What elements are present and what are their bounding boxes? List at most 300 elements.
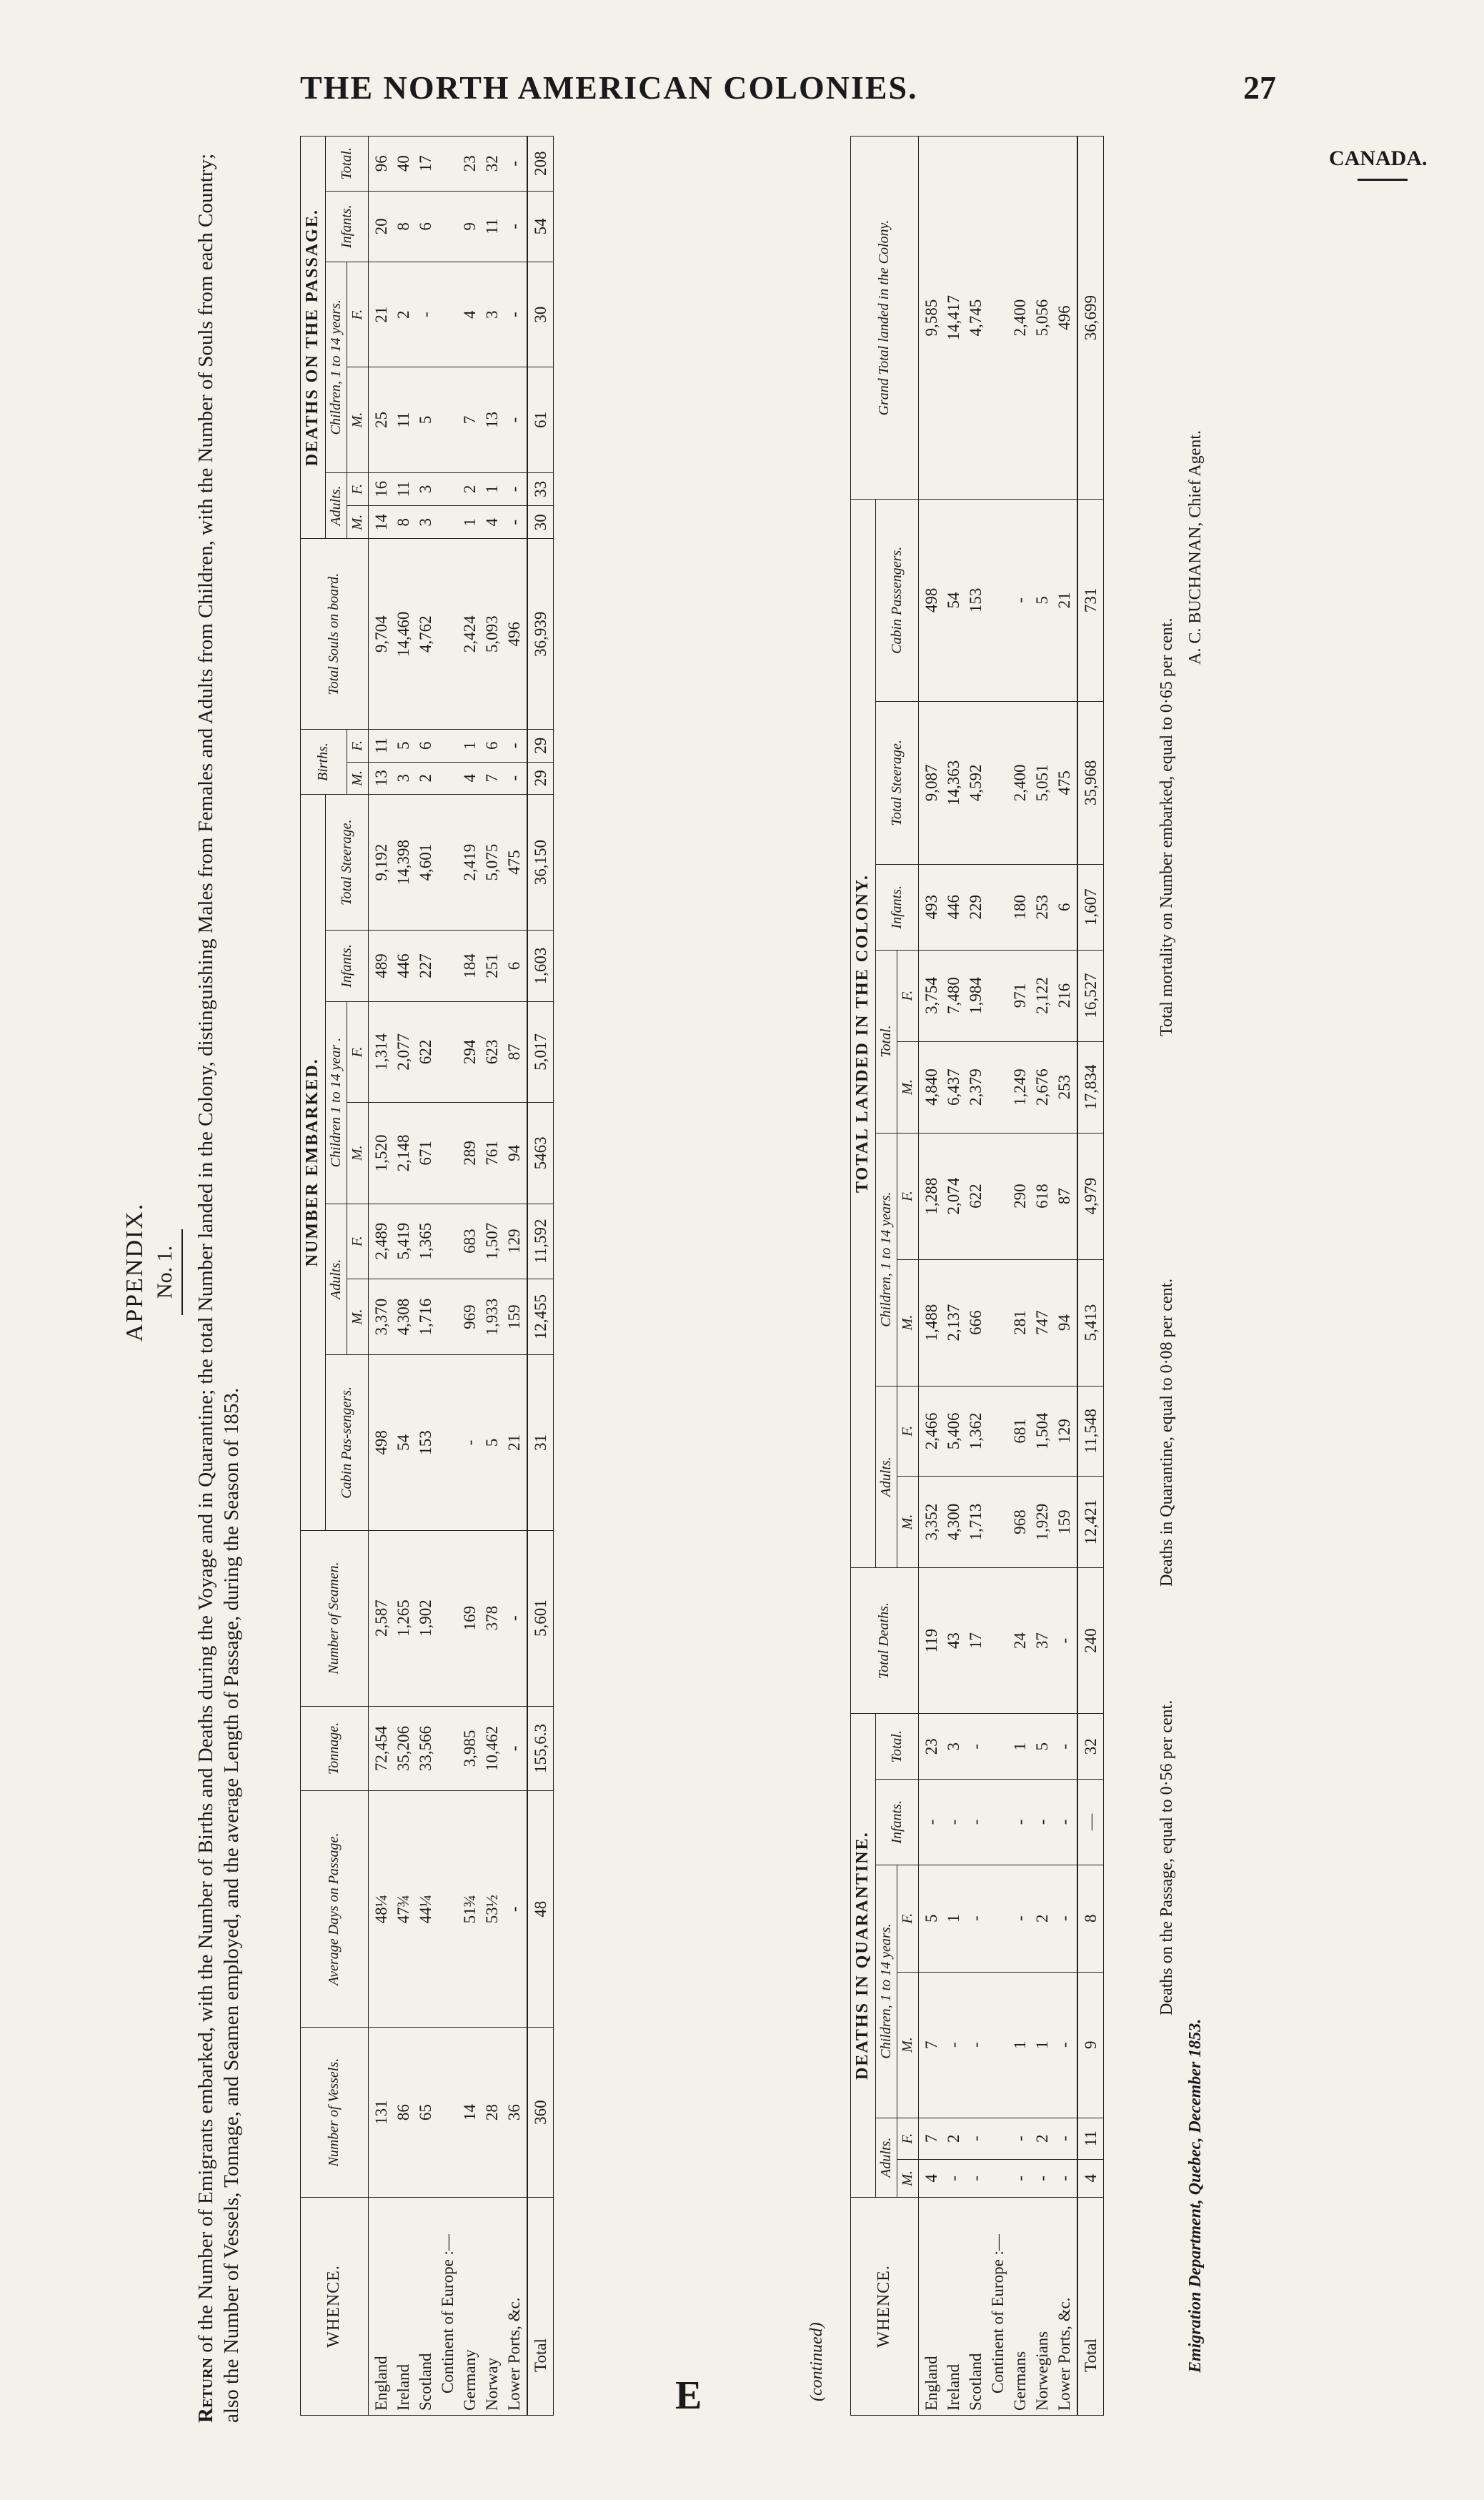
col-l-steerage: Total Steerage. [875,701,918,864]
value [437,508,459,536]
value: 761 [482,1141,501,1166]
q-children-f-cell [918,1865,1077,1972]
value: 11 [372,738,390,754]
col-deaths-children-m: M. [347,367,368,472]
value [987,2162,1009,2195]
value: 1,362 [966,1412,985,1450]
col-l-total-m: M. [897,1041,918,1133]
value: 11 [482,218,501,234]
value: 227 [416,953,434,978]
value: - [504,1906,523,1913]
deaths-total-cell [368,137,527,192]
whence-cell [918,2198,1077,2416]
total-tonnage: 155,6.3 [527,1706,554,1791]
whence-england: England [922,2356,940,2411]
value: - [944,2176,962,2181]
col-total-deaths: Total Deaths. [851,1568,919,1714]
col-l-adults-f: F. [897,1386,918,1476]
value: 289 [460,1141,479,1166]
col-deaths-children: Children, 1 to 14 years. [325,262,347,473]
value: 5 [922,1914,940,1923]
value: 131 [372,2100,390,2125]
days-cell [368,1791,527,2028]
value [987,1570,1009,1711]
col-vessels: Number of Vessels. [301,2028,369,2198]
col-q-children: Children, 1 to 14 years. [875,1865,897,2118]
value [987,1867,1009,1970]
value: 3 [416,517,434,527]
value: 622 [966,1184,985,1209]
col-births: Births. [301,730,347,795]
value: 5 [1032,1742,1051,1751]
value: 13 [372,770,390,787]
value: 21 [1055,592,1073,609]
col-adults: Adults. [325,1204,347,1355]
value: 2 [416,774,434,783]
value: 2 [1032,2134,1051,2143]
total-l-total-f: 16,527 [1077,950,1104,1041]
side-heading: CANADA. [1329,147,1428,170]
value: 153 [416,1430,434,1455]
value: - [1010,1819,1029,1825]
whence-continent: Continent of Europe :— [988,2234,1007,2394]
value: 9 [460,222,479,231]
value: 153 [966,587,985,613]
value: 6 [1055,903,1073,912]
value: 119 [922,1628,940,1653]
col-infants: Infants. [325,931,368,1001]
value [987,704,1009,862]
value [437,732,459,760]
continued-label: (continued) [807,2322,826,2401]
total-deaths-children-m: 61 [527,367,554,472]
value: 36 [504,2104,523,2121]
q-adults-m-cell [918,2159,1077,2197]
value: 4 [460,310,479,319]
col-deaths-total: Total. [325,137,368,192]
col-births-f: F. [347,730,368,763]
value: 622 [416,1039,434,1065]
value: 968 [1010,1509,1029,1534]
value: 159 [1055,1509,1073,1534]
value: 9,192 [372,843,390,881]
value: 180 [1010,895,1029,920]
total-steerage-cell [368,795,527,931]
value: - [966,1743,985,1750]
whence-germans: Germans [1010,2351,1029,2411]
value: - [1010,597,1029,603]
value: 1,929 [1032,1503,1051,1541]
value: 1,520 [372,1134,390,1172]
value: 4,745 [966,299,985,337]
l-adults-f-cell [918,1386,1077,1476]
value: - [416,312,434,318]
total-l-total-m: 17,834 [1077,1041,1104,1133]
value: 2,466 [922,1412,940,1450]
value: 2 [394,310,412,319]
value: 23 [922,1738,940,1755]
total-q-infants: — [1077,1780,1104,1865]
value: - [944,2042,962,2048]
l-total-m-cell [918,1041,1077,1133]
whence-germany: Germany [460,2349,479,2411]
total-deaths-adults-f: 33 [527,472,554,505]
col-deaths-adults-m: M. [347,506,368,539]
value: 3,370 [372,1298,390,1336]
value: 1,716 [416,1298,434,1336]
value [987,1136,1009,1257]
col-whence: WHENCE. [851,2198,919,2416]
value: - [504,1615,523,1621]
col-q-infants: Infants. [875,1780,918,1865]
col-q-adults-f: F. [897,2118,918,2159]
value [437,1281,459,1353]
l-children-m-cell [918,1259,1077,1386]
value: 493 [922,895,940,920]
value: - [504,160,523,167]
value: 253 [1032,895,1051,920]
value: 14,460 [394,611,412,657]
value: 7 [922,2134,940,2143]
deaths-children-m-cell [368,367,527,472]
total-q-children-m: 9 [1077,1972,1104,2118]
emigrants-embarked-table [300,136,554,2416]
value: 11 [394,481,412,497]
value: 24 [1010,1632,1029,1650]
value: 498 [922,587,940,613]
value: 54 [944,592,962,609]
value [987,1389,1009,1474]
value: 20 [372,218,390,235]
value: 229 [966,895,985,920]
value [437,369,459,470]
value [437,797,459,928]
value: 1,288 [922,1177,940,1215]
l-children-f-cell [918,1133,1077,1259]
value: 1,504 [1032,1412,1051,1450]
col-q-total: Total. [875,1714,918,1780]
value: 169 [460,1605,479,1631]
whence-lower-ports: Lower Ports, &c. [1055,2297,1073,2411]
total-deaths-cell [918,1568,1077,1714]
value: - [504,312,523,318]
value: 94 [1055,1314,1073,1331]
value [987,1716,1009,1777]
value: - [966,2042,985,2048]
return-text: of the Number of Emigrants embarked, with the Number of Births and Deaths during the Voyage and in Quarantine; the total Number landed in the Colony, distinguishing Males from Females and Adults from Children, with the Number of Souls from each Country; also the Number of Vessels, Tonnage, and Seamen employed, and the average Length of Passage, during the Season of 1853. [194,153,244,2423]
col-deaths-adults-f: F. [347,472,368,505]
deaths-adults-f-cell [368,472,527,505]
value [437,541,459,727]
value: 2,419 [460,843,479,881]
value: 7 [482,774,501,783]
value: 6 [504,961,523,971]
total-births-f: 29 [527,730,554,763]
total-cabin: 31 [527,1355,554,1530]
value: 14,363 [944,760,962,805]
group-deaths-passage: DEATHS ON THE PASSAGE. [301,137,326,539]
value: 4 [482,517,501,527]
col-grand-total: Grand Total landed in the Colony. [851,137,919,500]
value: 53½ [482,1895,501,1924]
deaths-adults-m-cell [368,506,527,539]
value: 681 [1010,1419,1029,1444]
caption-rule [181,1229,183,1315]
value: 2,676 [1032,1068,1051,1106]
value: 72,454 [372,1725,390,1772]
value: 159 [504,1304,523,1329]
whence-lower-ports: Lower Ports, &c. [504,2297,523,2411]
cabin-cell [368,1355,527,1530]
value: 43 [944,1632,962,1650]
col-children-m: M. [347,1103,368,1204]
col-children-f: F. [347,1001,368,1102]
group-total-landed: TOTAL LANDED IN THE COLONY. [851,500,876,1568]
value: 3 [944,1742,962,1751]
value: 290 [1010,1184,1029,1209]
value: 25 [372,412,390,429]
value: 251 [482,953,501,978]
q-adults-f-cell [918,2118,1077,2159]
value: 54 [394,1434,412,1451]
value: 7 [460,415,479,425]
value: 5,056 [1032,299,1051,337]
value: 4,840 [922,1068,940,1106]
value: 5,075 [482,843,501,881]
value: - [1055,2176,1073,2181]
value [437,1533,459,1704]
value: 86 [394,2104,412,2121]
value: 2,379 [966,1068,985,1106]
footer-signature-letter: E [675,2373,702,2418]
value: 129 [1055,1419,1073,1444]
value: 3,352 [922,1503,940,1541]
value: 378 [482,1605,501,1631]
value: 2,122 [1032,977,1051,1014]
l-infants-cell [918,865,1077,950]
whence-cell [368,2198,527,2416]
value: 4,300 [944,1503,962,1541]
adults-f-cell [368,1204,527,1279]
q-total-cell [918,1714,1077,1780]
col-l-adults-m: M. [897,1477,918,1568]
value: 129 [504,1229,523,1254]
value: 3 [394,774,412,783]
value: 1 [1032,2040,1051,2049]
col-whence: WHENCE. [301,2198,369,2416]
value: 475 [504,850,523,875]
appendix-label: APPENDIX. [121,1202,148,1342]
value [437,765,459,793]
value [437,264,459,364]
adults-m-cell [368,1279,527,1355]
value: 2,077 [394,1033,412,1071]
value: 4 [922,2174,940,2183]
note-passage: Deaths on the Passage, equal to 0·56 per cent. [1157,1700,1176,2015]
col-l-adults: Adults. [875,1386,897,1568]
value: 666 [966,1310,985,1335]
value: - [504,1745,523,1752]
value: 14,417 [944,294,962,341]
l-adults-m-cell [918,1477,1077,1568]
table-row [918,137,1077,2416]
value: 3 [482,310,501,319]
value [437,475,459,503]
value: - [1010,2176,1029,2181]
value: 1 [1010,2040,1029,2049]
total-deaths-adults-m: 30 [527,506,554,539]
value: 253 [1055,1074,1073,1100]
value: - [504,519,523,525]
value [437,139,459,189]
col-total-steerage: Total Steerage. [325,795,368,931]
total-q-total: 32 [1077,1714,1104,1780]
value: 1 [482,485,501,494]
value [987,953,1009,1039]
value: 496 [1055,305,1073,330]
col-seamen: Number of Seamen. [301,1530,369,1706]
value: 971 [1010,983,1029,1008]
col-deaths-adults: Adults. [325,472,347,539]
value: 51¾ [460,1895,479,1924]
col-children: Children 1 to 14 year . [325,1001,347,1204]
value: 65 [416,2104,434,2121]
grand-total-cell [918,137,1077,500]
value: 5 [394,741,412,750]
births-f-cell [368,730,527,763]
total-total-deaths: 240 [1077,1568,1104,1714]
value: 2,137 [944,1304,962,1341]
value: 475 [1055,770,1073,795]
col-q-children-m: M. [897,1972,918,2118]
value: 1,314 [372,1033,390,1071]
total-q-adults-f: 11 [1077,2118,1104,2159]
value: 13 [482,412,501,429]
value: 2,424 [460,615,479,653]
value: 87 [1055,1188,1073,1205]
value: 2,074 [944,1177,962,1215]
value: 1,984 [966,977,985,1014]
value: 14 [460,2104,479,2121]
seamen-cell [368,1530,527,1706]
value: 35,206 [394,1725,412,1772]
value: - [1032,1819,1051,1825]
value: - [1055,1915,1073,1922]
total-l-adults-m: 12,421 [1077,1477,1104,1568]
total-l-steerage: 35,968 [1077,701,1104,864]
value: 294 [460,1039,479,1065]
col-l-total-f: F. [897,950,918,1041]
deaths-children-f-cell [368,262,527,367]
value: 11 [394,412,412,428]
value: 5 [1032,596,1051,605]
value: 3,754 [922,977,940,1014]
col-adults-f: F. [347,1204,368,1279]
return-description [193,136,245,2423]
col-deaths-children-f: F. [347,262,368,367]
value: 2,489 [372,1222,390,1260]
col-l-children-m: M. [897,1259,918,1386]
value: 2,400 [1010,299,1029,337]
value [437,194,459,259]
total-adults-f: 11,592 [527,1204,554,1279]
value [437,1357,459,1527]
total-steerage: 36,150 [527,795,554,931]
value: 498 [372,1430,390,1455]
group-deaths-quarantine: DEATHS IN QUARANTINE. [851,1714,876,2198]
value: 5,406 [944,1412,962,1450]
value: 6,437 [944,1068,962,1106]
value: 2,148 [394,1134,412,1172]
value: 5,051 [1032,764,1051,802]
total-deaths-infants: 54 [527,191,554,262]
value: 6 [482,741,501,750]
value: 5 [416,415,434,425]
value: 17 [416,155,434,172]
value: 1,713 [966,1503,985,1541]
value: 6 [416,741,434,750]
total-label: Total [527,2198,554,2416]
value: 14 [372,514,390,531]
value: - [504,486,523,492]
value: 17 [966,1632,985,1650]
quarantine-landed-table [850,136,1104,2416]
births-m-cell [368,762,527,795]
value [987,2120,1009,2157]
total-souls: 36,939 [527,539,554,730]
group-number-embarked: NUMBER EMBARKED. [301,795,326,1531]
total-souls-cell [368,539,527,730]
value: 14,398 [394,840,412,886]
total-vessels: 360 [527,2028,554,2198]
value [987,1782,1009,1862]
total-q-adults-m: 4 [1077,2159,1104,2197]
value: 1 [460,517,479,527]
value: 44¼ [416,1895,434,1924]
whence-england: England [372,2356,390,2411]
col-l-infants: Infants. [875,865,918,950]
total-label: Total [1077,2198,1104,2416]
value [437,1004,459,1100]
value: 1 [1010,1742,1029,1751]
whence-norwegians: Norwegians [1032,2331,1051,2411]
value: 489 [372,953,390,978]
value: 9,585 [922,299,940,337]
value: 2 [1032,1914,1051,1923]
total-row [1077,137,1104,2416]
col-births-m: M. [347,762,368,795]
value: 216 [1055,983,1073,1008]
total-l-infants: 1,607 [1077,865,1104,950]
value: 747 [1032,1310,1051,1335]
value: - [944,1819,962,1825]
col-adults-m: M. [347,1279,368,1355]
value [987,867,1009,947]
value: - [966,2136,985,2142]
value: - [966,1915,985,1922]
value: 4,601 [416,843,434,881]
value: 3 [416,485,434,494]
value: 496 [504,621,523,647]
value: - [1055,1637,1073,1644]
total-row [527,137,554,2416]
value: 94 [504,1144,523,1161]
value: - [1010,1915,1029,1922]
value: 4,592 [966,764,985,802]
value: - [1055,1743,1073,1750]
value: 7 [922,2040,940,2049]
value: - [504,417,523,423]
